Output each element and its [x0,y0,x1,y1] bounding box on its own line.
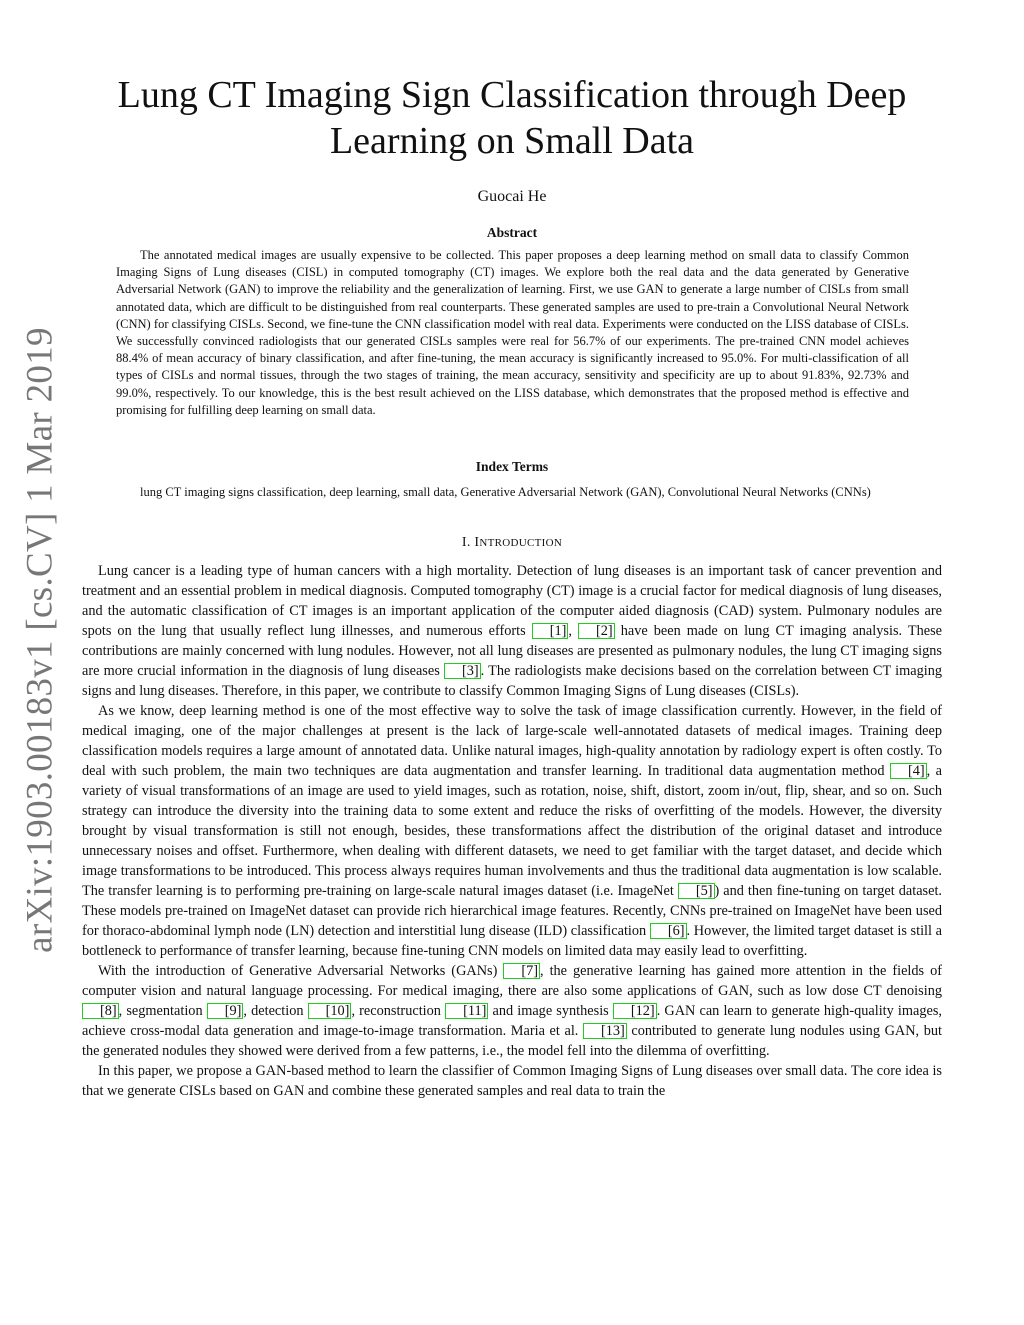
paper-title [82,72,942,164]
introduction-body [82,561,942,1101]
citation-link[interactable]: [13] [583,1023,627,1039]
text-run: , the generative learning has gained more attention in the fields of computer vision and natural language processing. For medical imaging, there are also some applications of GAN, such as low dose CT denoising [82,963,942,999]
text-run: and image synthesis [488,1003,613,1019]
paragraph-4 [82,1061,942,1101]
title-line-1: Lung CT Imaging Sign Classification through Deep [117,74,907,116]
citation-link[interactable]: [9] [207,1003,244,1019]
index-terms-heading: Index Terms [475,459,549,474]
text-run: . GAN can learn to generate high-quality images, achieve cross-modal data generation and image-to-image transformation. Maria et al. [82,1003,942,1039]
title-line-2: Learning on Small Data [329,120,695,162]
text-run: , [568,623,578,639]
citation-link[interactable]: [8] [82,1003,119,1019]
text-run: . The radiologists make decisions based on the correlation between CT imaging signs and lung diseases. Therefore, in this paper, we contribute to classify Common Imaging Signs of Lung diseases (CISLs). [82,663,943,699]
arxiv-sidebar-stamp [14,327,66,953]
text-run: With the introduction of Generative Adversarial Networks (GANs) [98,963,504,979]
text-run: , segmentation [118,1003,207,1019]
citation-link[interactable]: [5] [678,883,715,899]
section-number: I. [461,535,475,550]
text-run: ) and then fine-tuning on target dataset. These models pre-trained on ImageNet dataset can provide rich hierarchical image features. Recently, CNNs pre-trained on ImageNet have been used for thoraco-abdominal lymph node (LN) detection and interstitial lung disease (ILD) classification [82,883,942,939]
paragraph-3 [82,961,942,1061]
abstract-text: The annotated medical images are usually expensive to be collected. This paper proposes a deep learning method on small data to classify Common Imaging Signs of Lung diseases (CISL) in computed tomography (CT) images. We explore both the real data and the data generated by Generative Adversarial Network (GAN) to improve the reliability and the generalization of learning. First, we use GAN to generate a large number of CISLs from small annotated data, which are difficult to be distinguished from real counterparts. These generated samples are used to pre-train a Convolutional Neural Network (CNN) for classifying CISLs. Second, we fine-tune the CNN classification model with real data. Experiments were conducted on the LISS database of CISLs. We successfully convinced radiologists that our generated CISLs samples were real for 56.7% of our experiments. The pre-trained CNN model achieves 88.4% of mean accuracy of binary classification, and after fine-tuning, the mean accuracy is significantly increased to 95.0%. For multi-classification of all types of CISLs and normal tissues, through the two stages of training, the mean accuracy, sensitivity and specificity are up to about 91.83%, 92.73% and 99.0%, respectively. To our knowledge, this is the best result achieved on the LISS database, which demonstrates that the proposed method is effective and promising for fulfilling deep learning on small data. [116,248,909,417]
text-run: , detection [243,1003,308,1019]
citation-link[interactable]: [10] [308,1003,352,1019]
text-run: In this paper, we propose a GAN-based method to learn the classifier of Common Imaging Signs of Lung diseases over small data. The core idea is that we generate CISLs based on GAN and combine these generated samples and real data to train the [82,1063,942,1099]
abstract-heading: Abstract [486,225,538,240]
citation-link[interactable]: [3] [444,663,481,679]
text-run: contributed to generate lung nodules using GAN, but the generated nodules they showed were derived from a few patterns, i.e., the model fell into the dilemma of overfitting. [82,1023,942,1059]
section-title-initial: I [474,535,480,550]
index-terms-text: lung CT imaging signs classification, deep learning, small data, Generative Adversarial Network (GAN), Convolutional Neural Networks (CNNs) [140,485,871,499]
section-heading-introduction [82,535,942,551]
text-run: , reconstruction [351,1003,446,1019]
paragraph-2 [82,701,942,961]
paragraph-1 [82,561,942,701]
text-run: As we know, deep learning method is one of the most effective way to solve the task of image classification currently. However, in the field of medical imaging, one of the major challenges at present is the lack of large-scale well-annotated datasets of medical images. Training deep classification models requires a large amount of annotated data. Unlike natural images, high-quality annotation by radiology expert is often costly. To deal with such problem, the main two techniques are data augmentation and transfer learning. In traditional data augmentation method [82,703,942,779]
citation-link[interactable]: [2] [578,623,615,639]
citation-link[interactable]: [1] [532,623,569,639]
text-run: . However, the limited target dataset is still a bottleneck to performance of transfer learning, because fine-tuning CNN models on limited data may easily lead to overfitting. [82,923,942,959]
section-title-rest: NTRODUCTION [479,537,563,549]
citation-link[interactable]: [12] [613,1003,657,1019]
arxiv-identifier: arXiv:1903.00183v1 [cs.CV] 1 Mar 2019 [19,327,61,953]
text-run: have been made on lung CT imaging analysis. These contributions are mainly concerned with lung nodules. However, not all lung diseases are presented as pulmonary nodules, the lung CT imaging signs are more crucial information in the diagnosis of lung diseases [82,623,942,679]
text-run: Lung cancer is a leading type of human cancers with a high mortality. Detection of lung diseases is an important task of cancer prevention and treatment and an essential problem in medical diagnosis. Computed tomography (CT) image is a crucial factor for medical diagnosis of lung diseases, and the automatic classification of CT images is an important application of the computer aided diagnosis (CAD) system. Pulmonary nodules are spots on the lung that usually reflect lung illnesses, and numerous efforts [82,563,942,639]
text-run: , a variety of visual transformations of an image are used to yield images, such as rotation, noise, shift, distort, zoom in/out, flip, shear, and so on. Such strategy can introduce the diversity into the training data to some extent and reduce the risks of overfitting of the models. However, the diversity brought by visual transformation is still not enough, besides, these transformations affect the distribution of the original dataset and introduce unnecessary noises and offset. Furthermore, when dealing with different datasets, we need to get familiar with the target dataset, and decide which image transformations to be introduced. This process always requires human involvements and thus the traditional data augmentation is low scalable. The transfer learning is to performing pre-training on large-scale natural images dataset (i.e. ImageNet [82,763,942,899]
citation-link[interactable]: [6] [650,923,687,939]
citation-link[interactable]: [4] [890,763,927,779]
citation-link[interactable]: [7] [503,963,540,979]
citation-link[interactable]: [11] [445,1003,488,1019]
author-name: Guocai He [477,188,547,205]
